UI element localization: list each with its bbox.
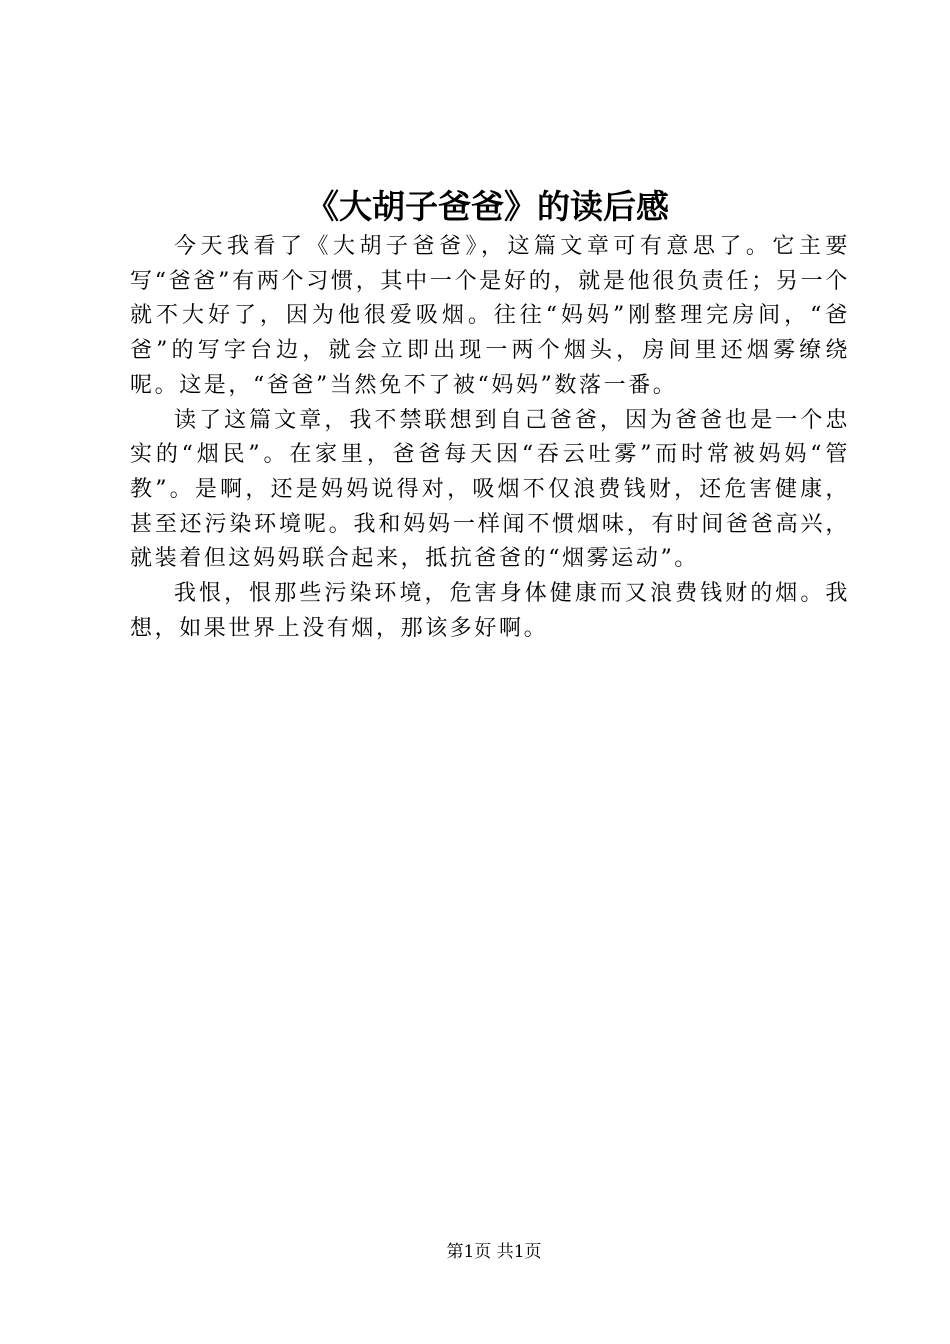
- paragraph-2: 读了这篇文章，我不禁联想到自己爸爸，因为爸爸也是一个忠实的“烟民”。在家里，爸爸每天因“吞云吐雾”而时常被妈妈“管教”。是啊，还是妈妈说得对，吸烟不仅浪费钱财，还危害健康，甚至还污染环境呢。我和妈妈一样闻不惯烟味，有时间爸爸高兴，就装着但这妈妈联合起来，抵抗爸爸的“烟雾运动”。: [130, 407, 850, 572]
- document-body: [130, 230, 850, 646]
- document-title: 《大胡子爸爸》的读后感: [306, 187, 669, 226]
- paragraph-1: 今天我看了《大胡子爸爸》，这篇文章可有意思了。它主要写“爸爸”有两个习惯，其中一个是好的，就是他很负责任；另一个就不大好了，因为他很爱吸烟。往往“妈妈”刚整理完房间，“爸爸”的写字台边，就会立即出现一两个烟头，房间里还烟雾缭绕呢。这是，“爸爸”当然免不了被“妈妈”数落一番。: [130, 234, 850, 398]
- page-footer: [0, 1240, 950, 1264]
- page-number-label: 第1页 共1页: [446, 1242, 542, 1262]
- paragraph-3: 我恨，恨那些污染环境，危害身体健康而又浪费钱财的烟。我想，如果世界上没有烟，那该多好啊。: [130, 581, 850, 641]
